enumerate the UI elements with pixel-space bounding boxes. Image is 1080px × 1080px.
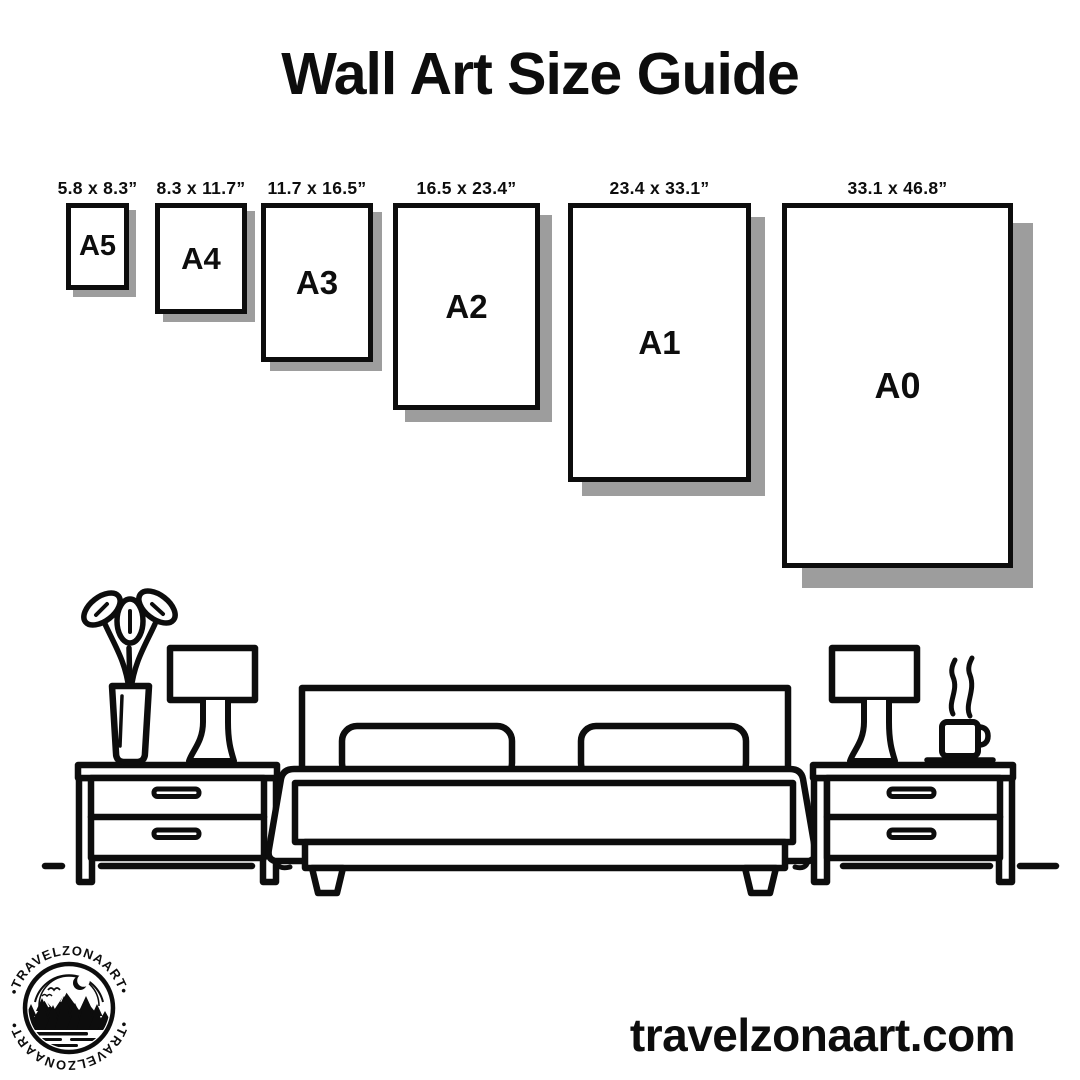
paper-a0 — [782, 178, 1013, 568]
nightstand-left — [78, 765, 277, 882]
paper-a1 — [568, 178, 751, 482]
paper-a2-label: A2 — [445, 287, 488, 325]
paper-a1-dimensions: 23.4 x 33.1” — [609, 178, 710, 198]
logo-text-bottom: •TRAVELZONAART• — [6, 1019, 132, 1074]
paper-a5-dimensions: 5.8 x 8.3” — [57, 178, 138, 198]
paper-a5 — [57, 178, 138, 290]
brand-logo — [4, 930, 134, 1080]
coffee-mug-icon — [927, 658, 993, 760]
website-url: travelzonaart.com — [629, 1009, 1016, 1061]
paper-a4-label: A4 — [181, 240, 221, 276]
paper-a4 — [155, 178, 247, 314]
paper-a2-dimensions: 16.5 x 23.4” — [416, 178, 517, 198]
table-lamp-left-icon — [170, 648, 255, 761]
page-title: Wall Art Size Guide — [281, 41, 799, 107]
paper-a3-dimensions: 11.7 x 16.5” — [267, 178, 367, 198]
paper-a0-label: A0 — [874, 364, 921, 406]
paper-a3-label: A3 — [295, 263, 339, 301]
bed-icon — [269, 688, 816, 893]
plant-vase-icon — [78, 585, 181, 762]
nightstand-right — [813, 765, 1013, 882]
paper-a1-label: A1 — [638, 323, 681, 361]
paper-a2 — [393, 178, 540, 410]
logo-text-top: •TRAVELZONAART• — [6, 942, 132, 997]
paper-a5-label: A5 — [78, 230, 117, 262]
paper-a0-dimensions: 33.1 x 46.8” — [847, 178, 948, 198]
paper-a4-dimensions: 8.3 x 11.7” — [156, 178, 246, 198]
bedroom-illustration — [30, 575, 1060, 905]
table-lamp-right-icon — [832, 648, 917, 761]
paper-a3 — [261, 178, 373, 362]
